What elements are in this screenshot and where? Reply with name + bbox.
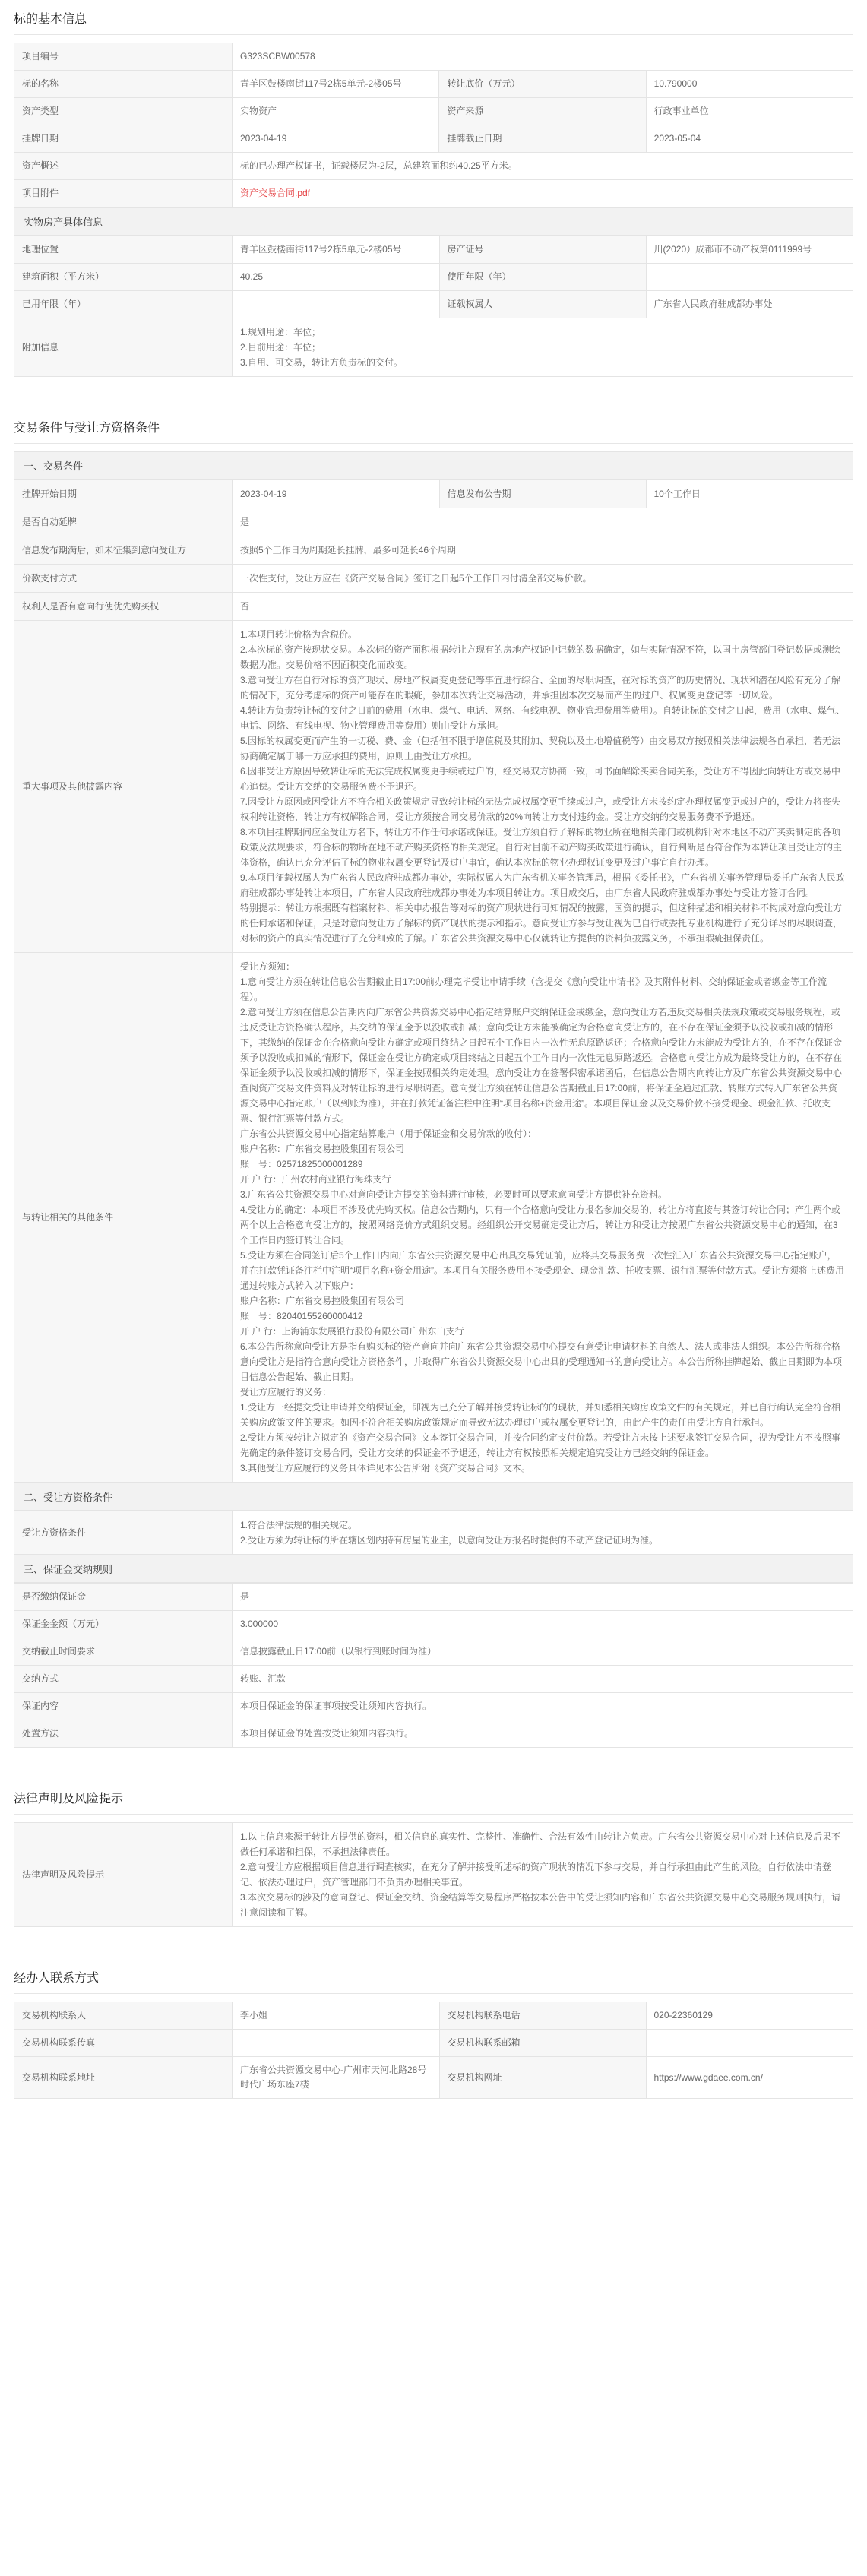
field-value: 10.790000 [646, 71, 853, 98]
table-row [14, 565, 853, 593]
text-line: 5.受让方须在合同签订后5个工作日内向广东省公共资源交易中心出具交易凭证前，应将其交易服务费一次性汇入广东省公共资源交易中心指定账户，并在打款凭证备注栏中注明“项目名称+资金用途”。本项目有关服务费用不接受现金、现金汇款、托收支票、银行汇票等付款方式。受让方须将上述费用通过转账方式转入以下账户： [240, 1250, 845, 1291]
field-label: 交易机构网址 [439, 2057, 646, 2099]
field-label: 转让底价（万元） [439, 71, 646, 98]
field-label: 资产概述 [14, 153, 233, 180]
field-value: 是 [233, 508, 853, 536]
text-line: 1.以上信息来源于转让方提供的资料，相关信息的真实性、完整性、准确性、合法有效性由转让方负责。广东省公共资源交易中心对上述信息及后果不做任何承诺和担保，不承担法律责任。 [240, 1831, 841, 1857]
field-label: 受让方资格条件 [14, 1511, 233, 1555]
table-row [14, 318, 853, 377]
text-line: 4.转让方负责转让标的交付之日前的费用（水电、煤气、电话、网络、有线电视、物业管理费用等费用）。自转让标的交付之日起，费用（水电、煤气、电话、网络、有线电视、物业管理费用等费用）则由受让方承担。 [240, 705, 846, 731]
text-line: 1.意向受让方须在转让信息公告期截止日17:00前办理完毕受让申请手续（含提交《意向受让申请书》及其附件材料、交纳保证金或者缴金等工作流程）。 [240, 976, 827, 1002]
field-label: 交易机构联系邮箱 [439, 2030, 646, 2057]
field-label: 项目编号 [14, 43, 233, 71]
subsection-title-realestate: 实物房产具体信息 [14, 207, 853, 236]
section-title-legal: 法律声明及风险提示 [14, 1778, 853, 1815]
contact-table [14, 2002, 853, 2099]
text-line: 6.因非受让方原因导致转让标的无法完成权属变更手续或过户的，经交易双方协商一致，可书面解除买卖合同关系，受让方不得因此向转让方或交易中心追偿。受让方交纳的交易服务费不予退还。 [240, 766, 841, 792]
text-line: 2.意向受让方应根据项目信息进行调查核实，在充分了解并接受所述标的资产现状的情况下参与交易，并自行承担由此产生的风险。自行依法申请登记、依法办理过户，资产管理部门不负责办理相关事宜。 [240, 1862, 832, 1888]
field-value: 2023-04-19 [233, 125, 439, 153]
field-value: 一次性支付，受让方应在《资产交易合同》签订之日起5个工作日内付清全部交易价款。 [233, 565, 853, 593]
table-row [14, 71, 853, 98]
text-line: 4.受让方的确定：本项目不涉及优先购买权。信息公告期内，只有一个合格意向受让方报名参加交易的，转让方将直接与其签订转让合同；产生两个或两个以上合格意向受让方的，按照网络竞价方式组织交易。经组织公开交易确定受让方后，转让方和受让方按照广东省公共资源交易中心的通知，在3个工作日内签订转让合同。 [240, 1204, 841, 1245]
table-row [14, 2057, 853, 2099]
field-value: https://www.gdaee.com.cn/ [646, 2057, 853, 2099]
section-contact [14, 1957, 853, 2099]
text-line: 特别提示：转让方根据既有档案材料、相关申办报告等对标的资产现状进行可知情况的披露，国资的提示，但这种描述和相关材料不构成对意向受让方的任何承诺和保证，只是对意向受让方了解标的资产现状的提示和指示。意向受让方参与受让视为已自行或委托专业机构进行了充分详尽的尽职调查，对标的资产的真实情况进行了充分细致的了解。广东省公共资源交易中心仅就转让方提供的资料负披露义务，不承担瑕疵担保责任。 [240, 903, 843, 944]
field-value: 实物资产 [233, 98, 439, 125]
trade-table [14, 479, 853, 1483]
field-value-cell [233, 621, 853, 953]
field-value: 本项目保证金的保证事项按受让须知内容执行。 [233, 1693, 853, 1720]
text-line: 3.其他受让方应履行的义务具体详见本公告所附《资产交易合同》文本。 [240, 1463, 531, 1473]
section-legal [14, 1778, 853, 1927]
table-row [14, 508, 853, 536]
field-label: 已用年限（年） [14, 291, 233, 318]
field-value-cell [233, 318, 853, 377]
field-label: 资产类型 [14, 98, 233, 125]
table-row [14, 1666, 853, 1693]
field-value: 李小姐 [233, 2002, 440, 2030]
text-line: 2.意向受让方须在信息公告期内向广东省公共资源交易中心指定结算账户交纳保证金或缴金，意向受让方若违反交易相关法规政策或交易服务规程，或违反受让方资格确认程序，其交纳的保证金予以没收或扣减；意向受让方未能被确定为合格意向受让方的，在不存在保证金须予以没收或扣减的情形下，其缴纳的保证金在合格意向受让方确定或项目终结之日起五个工作日内一次性无息原路返还；合格意向受让方未能成为受让方的，在不存在保证金须予以没收或扣减的情形下，保证金在受让方确定或项目终结之日起五个工作日内一次性无息原路返还。合格意向受让方成为最终受让方的，在不存在保证金须予以没收或扣减的情形下，保证金按照相关约定处理。意向受让方在签署保密承诺函后，在信息公告期内向转让方及广东省公共资源交易中心查阅资产交易文件资料及对转让标的进行尽职调查。意向受让方须在转让信息公告期截止日17:00前，将保证金通过汇款、转账方式转入广东省公共资源交易中心指定账户（以到账为准），并在打款凭证备注栏中注明“项目名称+资金用途”。本项目保证金以及交易价款不接受现金、现金汇款、托收支票、银行汇票等付款方式。 [240, 1007, 843, 1124]
text-line: 1.受让方一经提交受让申请并交纳保证金，即视为已充分了解并接受转让标的的现状，并知悉相关购房政策文件的有关规定，并已自行确认完全符合相关购房政策文件的要求。如因不符合相关购房政策规定而导致无法办理过户或权属变更登记的，由此产生的责任由受让方自行承担。 [240, 1402, 841, 1428]
text-line: 账 号：025718250000012​89 [240, 1159, 363, 1169]
text-line: 2.目前用途：车位； [240, 342, 321, 353]
field-label: 交易机构联系地址 [14, 2057, 233, 2099]
table-row [14, 1720, 853, 1748]
field-value: 2023-04-19 [233, 480, 440, 508]
text-line: 2.本次标的资产按现状交易。本次标的资产面积根据转让方现有的房地产权证中记载的数据确定，如与实际情况不符，以国土房管部门登记数据或测绘数据为准。交易价格不因面积变化而改变。 [240, 644, 841, 670]
attachment-link[interactable]: 资产交易合同.pdf [240, 188, 311, 198]
section-title-contact: 经办人联系方式 [14, 1957, 853, 1994]
table-row [14, 43, 853, 71]
text-line: 1.规划用途：车位； [240, 327, 321, 337]
field-value: 转账、汇款 [233, 1666, 853, 1693]
field-label: 信息发布公告期 [439, 480, 646, 508]
table-row [14, 98, 853, 125]
field-label: 使用年限（年） [439, 264, 646, 291]
legal-table [14, 1822, 853, 1927]
field-label: 附加信息 [14, 318, 233, 377]
table-row [14, 1638, 853, 1666]
table-row [14, 1823, 853, 1927]
table-row [14, 593, 853, 621]
field-label: 重大事项及其他披露内容 [14, 621, 233, 953]
field-label: 标的名称 [14, 71, 233, 98]
table-row [14, 2002, 853, 2030]
field-value: 按照5个工作日为周期延长挂牌，最多可延长46个周期 [233, 536, 853, 565]
field-value: 川(2020）成都市不动产权第0111999号 [646, 236, 853, 264]
subsection-title-trade: 一、交易条件 [14, 451, 853, 479]
text-line: 1.本项目转让价格为含税价。 [240, 629, 358, 640]
deposit-table [14, 1583, 853, 1748]
field-value: 广东省公共资源交易中心-广州市天河北路28号时代广场东座7楼 [233, 2057, 440, 2099]
table-row [14, 236, 853, 264]
table-row [14, 953, 853, 1483]
field-value: 2023-05-04 [646, 125, 853, 153]
text-line: 3.广东省公共资源交易中心对意向受让方提交的资料进行审核，必要时可以要求意向受让方提供补充资料。 [240, 1189, 668, 1200]
field-value: 青羊区鼓楼南街117号2栋5单元-2楼05号 [233, 236, 440, 264]
realestate-table [14, 236, 853, 377]
text-line: 2.受让方须按转让方拟定的《资产交易合同》文本签订交易合同，并按合同约定支付价款。若受让方未按上述要求签订交易合同，视为受让方不按照事先确定的条件签订交易合同，受让方交纳的保证金不予退还，转让方有权按照相关规定追究受让方已经交纳的保证金。 [240, 1432, 841, 1458]
text-line: 受让方应履行的义务： [240, 1387, 332, 1397]
text-line: 6.本公告所称意向受让方是指有购买标的资产意向并向广东省公共资源交易中心提交有意受让申请材料的自然人、法人或非法人组织。本公告所称合格意向受让方是指符合意向受让方资格条件，并取得广东省公共资源交易中心出具的受理通知书的意向受让方。本公告所称挂牌起始、截止日期即为本项目信息公告起始、截止日期。 [240, 1341, 843, 1382]
field-label: 信息发布期满后，如未征集到意向受让方 [14, 536, 233, 565]
field-label: 挂牌截止日期 [439, 125, 646, 153]
text-line: 8.本项目挂牌期间应至受让方名下，转让方不作任何承诺或保证。受让方须自行了解标的物业所在地相关部门或机构针对本地区不动产买卖制定的各项政策及法规要求，符合标的物所在地不动产购买资格的相关规定。自行对目前不动产购买政策进行确认，自行判断是否符合作为本转让项目受让方的主体资格，确认已充分评估了标的物业权属变更登记及过户事宜，确认本次标的物业办理权证变更及过户事宜自行办理。 [240, 827, 843, 868]
table-row [14, 264, 853, 291]
table-row [14, 125, 853, 153]
field-value: 020-22360129 [646, 2002, 853, 2030]
field-value: 广东省人民政府驻成都办事处 [646, 291, 853, 318]
field-label: 交易机构联系人 [14, 2002, 233, 2030]
field-value: 青羊区鼓楼南街117号2栋5单元-2楼05号 [233, 71, 439, 98]
field-label: 法律声明及风险提示 [14, 1823, 233, 1927]
field-label: 项目附件 [14, 180, 233, 207]
field-label: 交易机构联系电话 [439, 2002, 646, 2030]
field-label: 权利人是否有意向行使优先购买权 [14, 593, 233, 621]
field-value: 40.25 [233, 264, 440, 291]
field-value-cell [233, 1511, 853, 1555]
field-value: 是 [233, 1584, 853, 1611]
table-row [14, 621, 853, 953]
table-row [14, 291, 853, 318]
text-line: 1.符合法律法规的相关规定。 [240, 1520, 358, 1530]
section-basic [14, 0, 853, 377]
field-value [233, 291, 440, 318]
field-value: 行政事业单位 [646, 98, 853, 125]
field-label: 是否缴纳保证金 [14, 1584, 233, 1611]
field-value: 10个工作日 [646, 480, 853, 508]
field-value: 信息披露截止日17:00前（以银行到账时间为准） [233, 1638, 853, 1666]
field-label: 价款支付方式 [14, 565, 233, 593]
subsection-title-deposit: 三、保证金交纳规则 [14, 1555, 853, 1583]
text-line: 账户名称：广东省交易控股集团有限公司 [240, 1296, 405, 1306]
field-value: 标的已办理产权证书，证载楼层为-2层，总建筑面积约40.25平方米。 [233, 153, 853, 180]
text-line: 账户名称：广东省交易控股集团有限公司 [240, 1144, 405, 1154]
text-line: 开 户 行：广州农村商业银行海珠支行 [240, 1174, 391, 1185]
field-value: 3.000000 [233, 1611, 853, 1638]
table-row [14, 180, 853, 207]
qualification-table [14, 1511, 853, 1555]
field-value: G323SCBW00578 [233, 43, 853, 71]
text-line: 3.本次交易标的涉及的意向登记、保证金交纳、资金结算等交易程序严格按本公告中的受让须知内容和广东省公共资源交易中心交易服务规则执行，请注意阅读和了解。 [240, 1892, 841, 1918]
table-row [14, 2030, 853, 2057]
section-title-conditions: 交易条件与受让方资格条件 [14, 407, 853, 444]
text-line: 3.自用、可交易，转让方负责标的交付。 [240, 357, 403, 368]
section-title-basic: 标的基本信息 [14, 0, 853, 35]
field-label: 建筑面积（平方米） [14, 264, 233, 291]
table-row [14, 1611, 853, 1638]
field-label: 是否自动延牌 [14, 508, 233, 536]
text-line: 9.本项目征载权属人为广东省人民政府驻成都办事处，实际权属人为广东省机关事务管理局，根据《委托书》，广东省机关事务管理局委托广东省人民政府驻成都办事处转让本项目，广东省人民政府驻成都办事处为本项目转让方。项目成交后，由广东省人民政府驻成都办事处与受让方签订合同。 [240, 872, 846, 898]
field-value: 本项目保证金的处置按受让须知内容执行。 [233, 1720, 853, 1748]
text-line: 7.因受让方原因或因受让方不符合相关政策规定导致转让标的无法完成权属变更手续或过户，或受让方未按约定办理权属变更或过户的，受让方将丧失权利转让资格，转让方有权解除合同，受让方须按合同交易价款的20%向转让方支付违约金。受让方交纳的交易服务费不予退还。 [240, 796, 841, 822]
field-label: 资产来源 [439, 98, 646, 125]
field-label: 挂牌开始日期 [14, 480, 233, 508]
table-row [14, 1584, 853, 1611]
field-label: 房产证号 [439, 236, 646, 264]
section-conditions [14, 407, 853, 1748]
field-label: 与转让相关的其他条件 [14, 953, 233, 1483]
text-line: 3.意向受让方在自行对标的资产现状、房地产权属变更登记等事宜进行综合、全面的尽职调查，在对标的资产的历史情况、现状和潜在风险有充分了解的情况下，充分考虑标的资产可能存在的瑕疵，参加本次转让交易活动，并承担因本次交易而产生的过户、权属变更登记等一切风险。 [240, 675, 841, 701]
field-value [646, 2030, 853, 2057]
field-label: 地理位置 [14, 236, 233, 264]
table-row [14, 1693, 853, 1720]
field-label: 交易机构联系传真 [14, 2030, 233, 2057]
field-label: 交纳截止时间要求 [14, 1638, 233, 1666]
text-line: 开 户 行：上海浦东发展银行股份有限公司广州东山支行 [240, 1326, 464, 1337]
field-label: 挂牌日期 [14, 125, 233, 153]
field-value-cell [233, 180, 853, 207]
text-line: 5.因标的权属变更而产生的一切税、费、金（包括但不限于增值税及其附加、契税以及土地增值税等）由交易双方按照相关法律法规各自承担，若无法协商确定属于哪一方应承担的费用，原则上由受让方承担。 [240, 736, 841, 761]
field-label: 证载权属人 [439, 291, 646, 318]
basic-table [14, 43, 853, 207]
field-label: 保证内容 [14, 1693, 233, 1720]
field-value: 否 [233, 593, 853, 621]
field-label: 交纳方式 [14, 1666, 233, 1693]
text-line: 广东省公共资源交易中心指定结算账户（用于保证金和交易价款的收付）： [240, 1128, 537, 1139]
field-value [646, 264, 853, 291]
table-row [14, 153, 853, 180]
text-line: 受让方须知： [240, 961, 296, 972]
text-line: 账 号：820401552600004​12 [240, 1311, 363, 1321]
field-value-cell [233, 953, 853, 1483]
table-row [14, 1511, 853, 1555]
text-line: 2.受让方须为转让标的所在辖区划内持有房屋的业主，以意向受让方报名时提供的不动产登记证明为准。 [240, 1535, 659, 1546]
field-value-cell [233, 1823, 853, 1927]
subsection-title-qualification: 二、受让方资格条件 [14, 1483, 853, 1511]
field-label: 保证金金额（万元） [14, 1611, 233, 1638]
table-row [14, 536, 853, 565]
table-row [14, 480, 853, 508]
field-value [233, 2030, 440, 2057]
field-label: 处置方法 [14, 1720, 233, 1748]
